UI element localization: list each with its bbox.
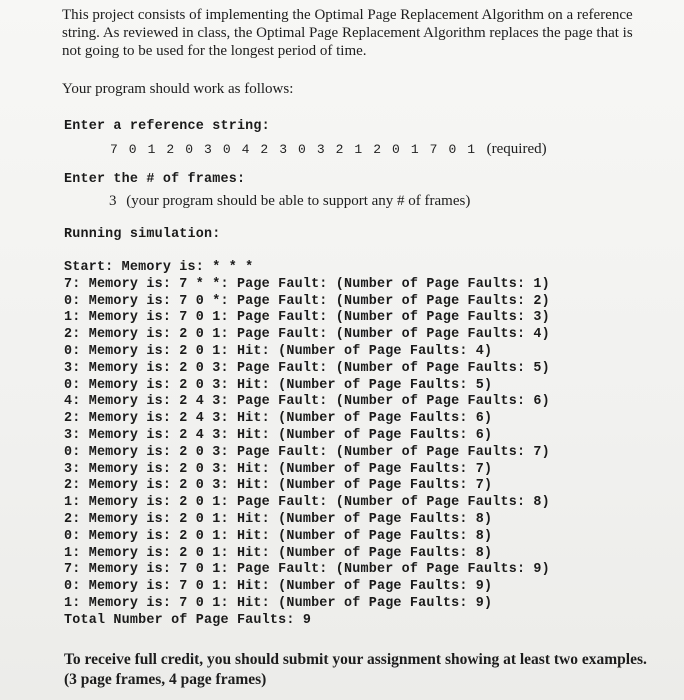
simulation-line: 0: Memory is: 2 0 3: Page Fault: (Number of Page Faults: 7) — [64, 444, 550, 460]
simulation-line: 0: Memory is: 2 0 3: Hit: (Number of Page Faults: 5) — [64, 377, 493, 393]
reference-note: (required) — [486, 141, 547, 157]
reference-prompt: Enter a reference string: — [64, 119, 270, 134]
simulation-line: 3: Memory is: 2 4 3: Hit: (Number of Page Faults: 6) — [64, 427, 493, 443]
simulation-line: 3: Memory is: 2 0 3: Hit: (Number of Page Faults: 7) — [64, 461, 493, 477]
simulation-line: 0: Memory is: 2 0 1: Hit: (Number of Page Faults: 4) — [64, 343, 493, 359]
simulation-line: 2: Memory is: 2 0 3: Hit: (Number of Page Faults: 7) — [64, 478, 493, 494]
simulation-line: 2: Memory is: 2 0 1: Page Fault: (Number of Page Faults: 4) — [64, 327, 550, 343]
reference-string: 7 0 1 2 0 3 0 4 2 3 0 3 2 1 2 0 1 7 0 1 — [110, 142, 477, 157]
frames-note: (your program should be able to support any # of frames) — [126, 193, 471, 209]
simulation-line: 0: Memory is: 7 0 1: Hit: (Number of Page Faults: 9) — [64, 579, 493, 595]
simulation-line: 1: Memory is: 7 0 1: Page Fault: (Number of Page Faults: 3) — [64, 310, 550, 326]
simulation-line: 1: Memory is: 2 0 1: Page Fault: (Number of Page Faults: 8) — [64, 495, 550, 511]
simulation-line: 0: Memory is: 7 0 *: Page Fault: (Number of Page Faults: 2) — [64, 293, 550, 309]
intro-paragraph: This project consists of implementing the Optimal Page Replacement Algorithm on a reference string. As reviewed in class, the Optimal Page Replacement Algorithm replaces the page that is not going to be used for the longest period of time. — [62, 7, 633, 59]
running-label: Running simulation: — [64, 227, 221, 242]
reference-input-row — [100, 140, 547, 158]
simulation-line: 2: Memory is: 2 0 1: Hit: (Number of Page Faults: 8) — [64, 511, 493, 527]
simulation-line: 2: Memory is: 2 4 3: Hit: (Number of Page Faults: 6) — [64, 411, 493, 427]
simulation-line: 0: Memory is: 2 0 1: Hit: (Number of Page Faults: 8) — [64, 528, 493, 544]
simulation-line: 7: Memory is: 7 0 1: Page Fault: (Number of Page Faults: 9) — [64, 562, 550, 578]
simulation-line: Start: Memory is: * * * — [64, 260, 254, 275]
simulation-line: 1: Memory is: 7 0 1: Hit: (Number of Page Faults: 9) — [64, 595, 493, 611]
simulation-line: 3: Memory is: 2 0 3: Page Fault: (Number of Page Faults: 5) — [64, 360, 550, 376]
frames-prompt: Enter the # of frames: — [64, 172, 246, 187]
footer-note: To receive full credit, you should submit your assignment showing at least two examples. (3 page frames, 4 page frames) — [64, 651, 647, 688]
work-heading: Your program should work as follows: — [62, 81, 294, 97]
simulation-line: Total Number of Page Faults: 9 — [64, 612, 312, 628]
simulation-output — [64, 260, 550, 630]
simulation-line: 1: Memory is: 2 0 1: Hit: (Number of Page Faults: 8) — [64, 545, 493, 561]
simulation-line: 7: Memory is: 7 * *: Page Fault: (Number of Page Faults: 1) — [64, 276, 550, 292]
simulation-line: 4: Memory is: 2 4 3: Page Fault: (Number of Page Faults: 6) — [64, 394, 550, 410]
frames-input-row — [100, 192, 470, 210]
frames-value: 3 — [109, 193, 117, 209]
